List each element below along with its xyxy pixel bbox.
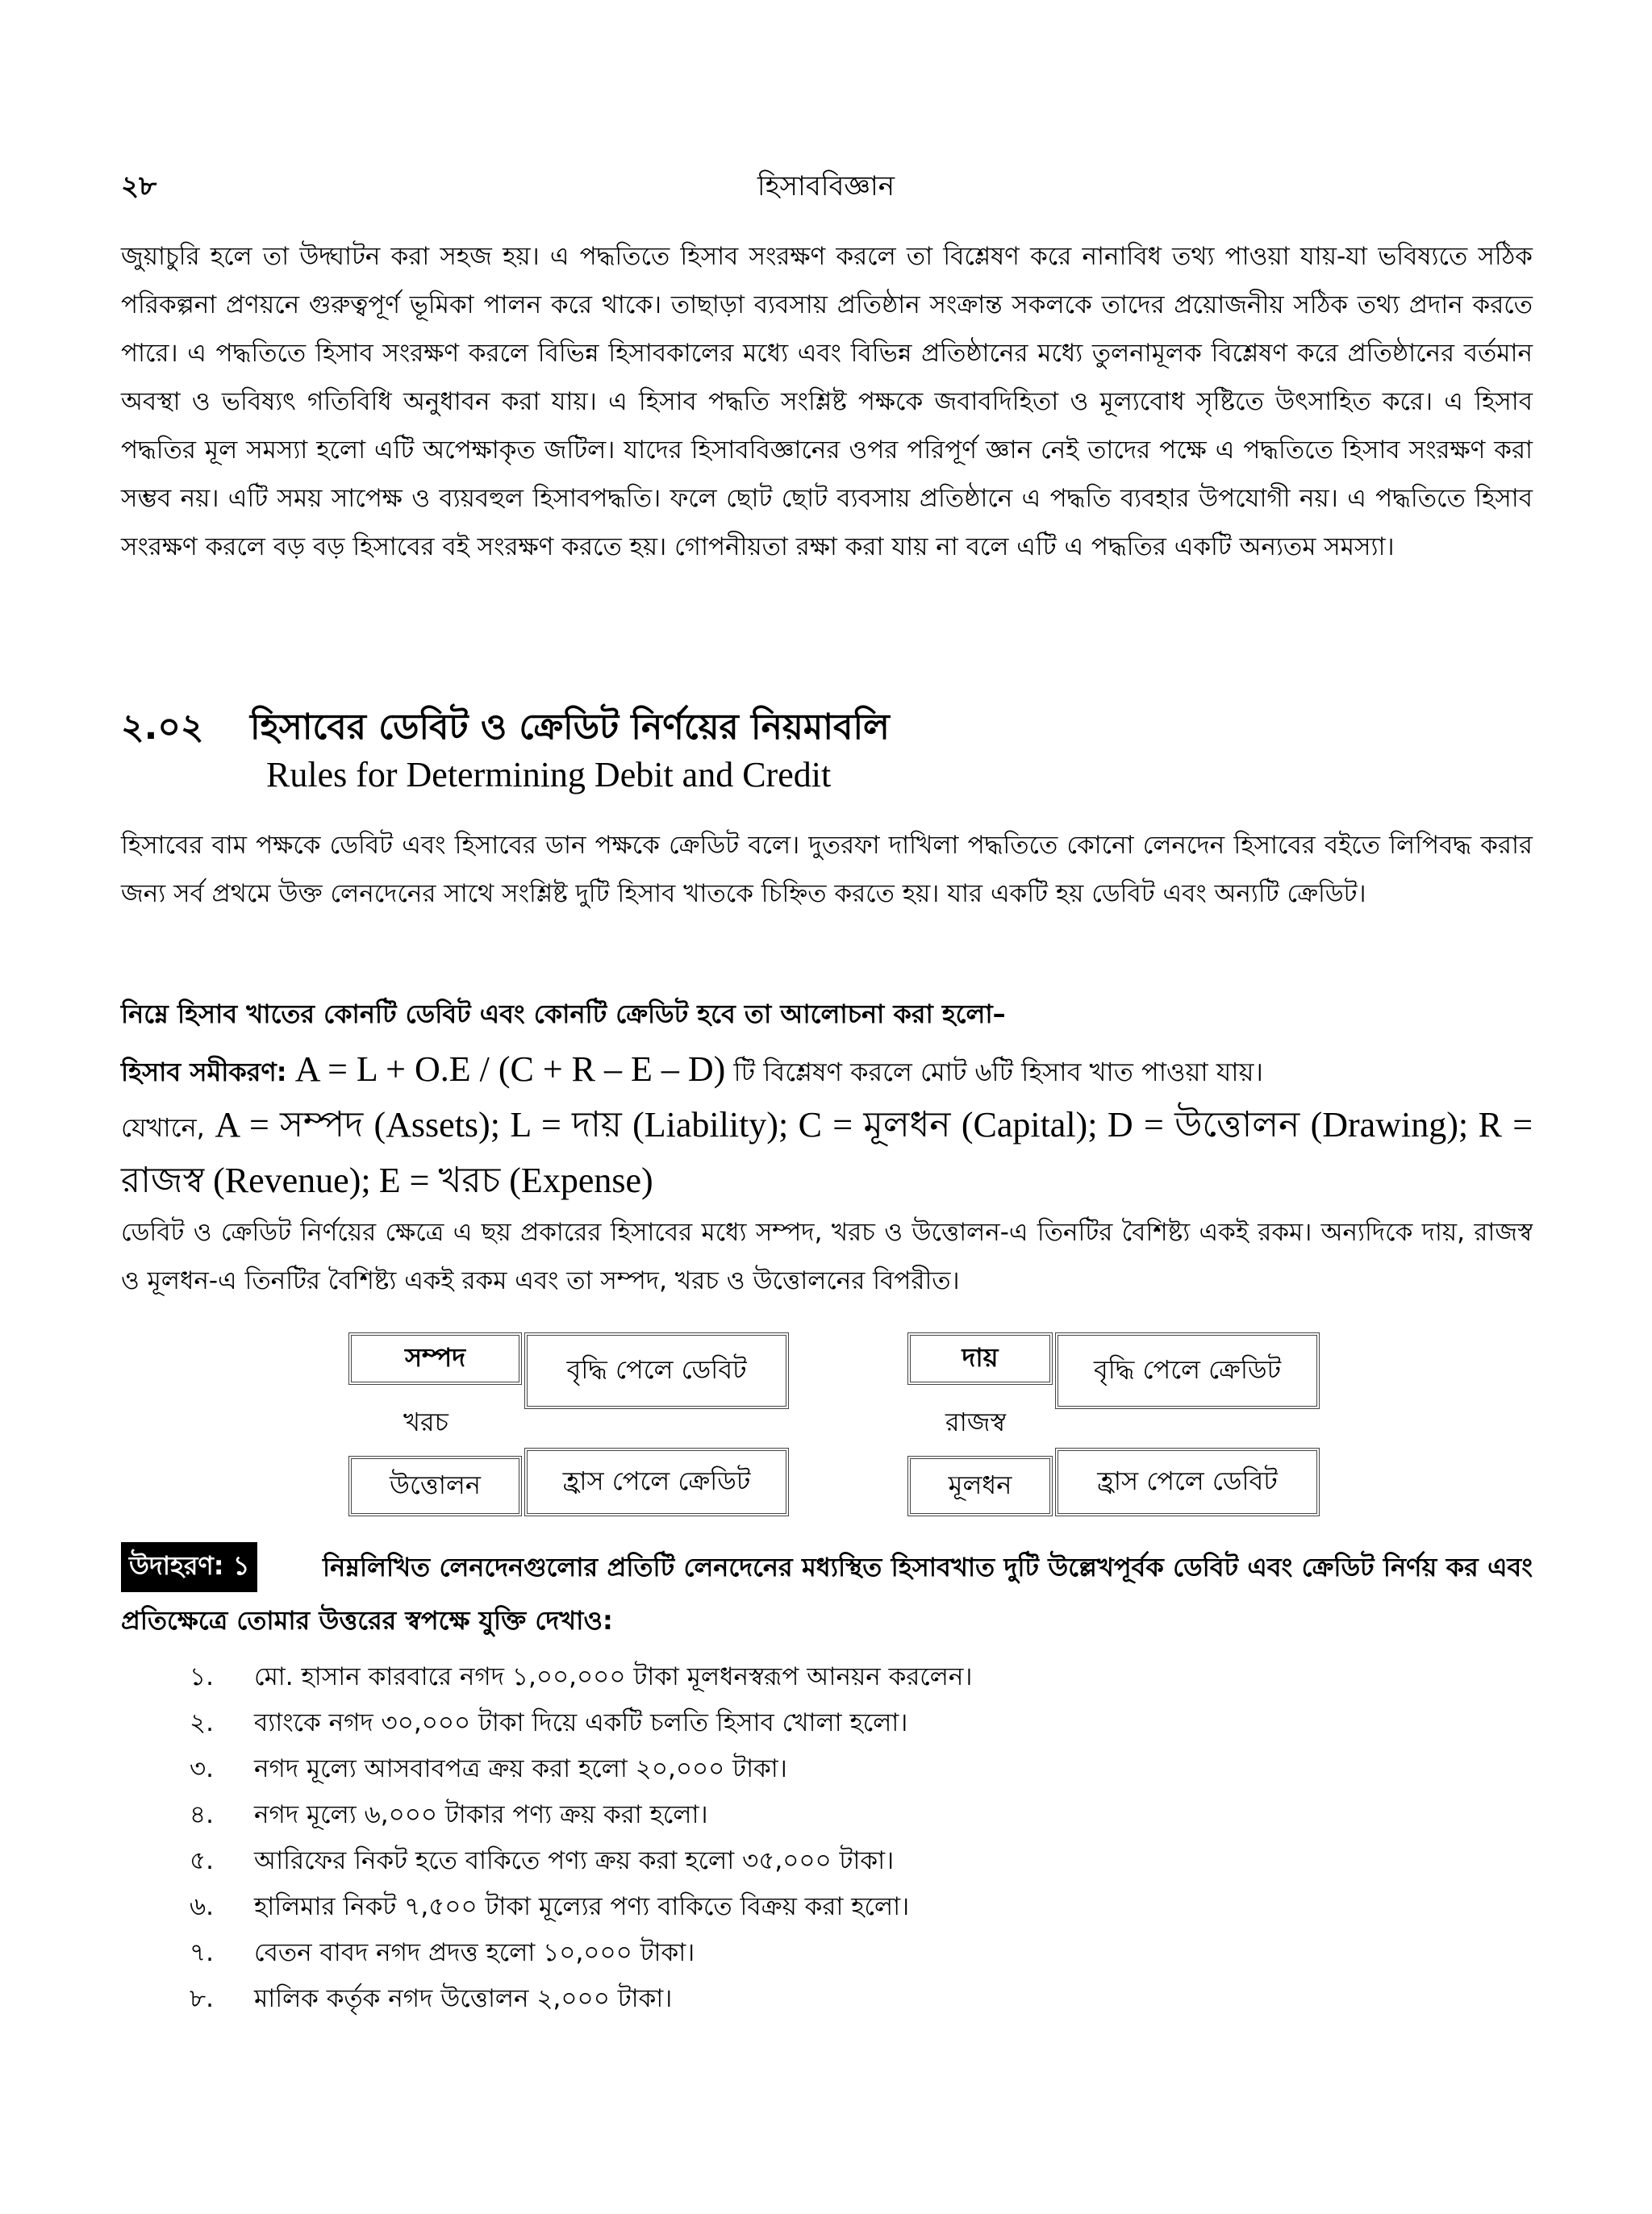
page-number: ২৮: [121, 170, 157, 202]
list-item: [190, 1749, 1521, 1795]
def-revenue: R = রাজস্ব (Revenue);: [121, 1105, 1533, 1200]
rule-intro-line: নিম্নে হিসাব খাতের কোনটি ডেবিট এবং কোনটি ক্রেডিট হবে তা আলোচনা করা হলো–: [121, 999, 1006, 1029]
definitions: [121, 1099, 1533, 1210]
example-question: নিম্নলিখিত লেনদেনগুলোর প্রতিটি লেনদেনের মধ্যস্থিত হিসাবখাত দুটি উল্লেখপূর্বক ডেবিট এবং ক্রেডিট নির্ণয় কর এবং প্রতিক্ষেত্রে তোমার উত্তরের স্বপক্ষে যুক্তি দেখাও:: [121, 1552, 1533, 1636]
box-right-increase-rule: বৃদ্ধি পেলে ক্রেডিট: [1055, 1332, 1320, 1409]
list-item-number: ৩.: [190, 1754, 215, 1783]
list-item-text: নগদ মূল্যে ৬,০০০ টাকার পণ্য ক্রয় করা হলো।: [254, 1800, 708, 1829]
list-item: [190, 1657, 1521, 1703]
list-item-number: ২.: [190, 1708, 215, 1737]
list-item: [190, 1979, 1521, 2025]
def-assets: A = সম্পদ (Assets);: [215, 1105, 500, 1145]
list-item-text: মালিক কর্তৃক নগদ উত্তোলন ২,০০০ টাকা।: [254, 1984, 673, 2013]
box-drawing: উত্তোলন: [348, 1456, 522, 1516]
list-item: [190, 1841, 1521, 1887]
list-item-text: বেতন বাবদ নগদ প্রদত্ত হলো ১০,০০০ টাকা।: [254, 1938, 695, 1967]
example-tag: উদাহরণ: ১: [121, 1542, 257, 1592]
section-number: ২.০২: [121, 707, 204, 748]
equation-label: হিসাব সমীকরণ:: [121, 1057, 287, 1087]
section-title-bn: হিসাবের ডেবিট ও ক্রেডিট নির্ণয়ের নিয়মাবলি: [250, 707, 890, 748]
list-item-number: ১.: [190, 1662, 214, 1691]
paragraph-3: ডেবিট ও ক্রেডিট নির্ণয়ের ক্ষেত্রে এ ছয় প্রকারের হিসাবের মধ্যে সম্পদ, খরচ ও উত্তোলন-এ তিনটির বৈশিষ্ট্য একই রকম। অন্যদিকে দায়, রাজস্ব ও মূলধন-এ তিনটির বৈশিষ্ট্য একই রকম এবং তা সম্পদ, খরচ ও উত্তোলনের বিপরীত।: [121, 1218, 1533, 1295]
def-drawing: D = উত্তোলন (Drawing);: [1107, 1105, 1469, 1145]
where-lead: যেখানে,: [121, 1112, 205, 1143]
list-item-number: ৬.: [190, 1892, 215, 1921]
box-liability: দায়: [907, 1332, 1053, 1385]
equation-formula: A = L + O.E / (C + R – E – D): [294, 1049, 726, 1089]
paragraph-1: জুয়াচুরি হলে তা উদ্ঘাটন করা সহজ হয়। এ পদ্ধতিতে হিসাব সংরক্ষণ করলে তা বিশ্লেষণ করে নানাবিধ তথ্য পাওয়া যায়-যা ভবিষ্যতে সঠিক পরিকল্পনা প্রণয়নে গুরুত্বপূর্ণ ভূমিকা পালন করে থাকে। তাছাড়া ব্যবসায় প্রতিষ্ঠান সংক্রান্ত সকলকে তাদের প্রয়োজনীয় সঠিক তথ্য প্রদান করতে পারে। এ পদ্ধতিতে হিসাব সংরক্ষণ করলে বিভিন্ন হিসাবকালের মধ্যে এবং বিভিন্ন প্রতিষ্ঠানের মধ্যে তুলনামূলক বিশ্লেষণ করে প্রতিষ্ঠানের বর্তমান অবস্থা ও ভবিষ্যৎ গতিবিধি অনুধাবন করা যায়। এ হিসাব পদ্ধতি সংশ্লিষ্ট পক্ষকে জবাবদিহিতা ও মূল্যবোধ সৃষ্টিতে উৎসাহিত করে। এ হিসাব পদ্ধতির মূল সমস্যা হলো এটি অপেক্ষাকৃত জটিল। যাদের হিসাববিজ্ঞানের ওপর পরিপূর্ণ জ্ঞান নেই তাদের পক্ষে এ পদ্ধতিতে হিসাব সংরক্ষণ করা সম্ভব নয়। এটি সময় সাপেক্ষ ও ব্যয়বহুল হিসাবপদ্ধতি। ফলে ছোট ছোট ব্যবসায় প্রতিষ্ঠানে এ পদ্ধতি ব্যবহার উপযোগী নয়। এ পদ্ধতিতে হিসাব সংরক্ষণ করলে বড় বড় হিসাবের বই সংরক্ষণ করতে হয়। গোপনীয়তা রক্ষা করা যায় না বলে এটি এ পদ্ধতির একটি অন্যতম সমস্যা।: [121, 242, 1533, 561]
list-item-text: হালিমার নিকট ৭,৫০০ টাকা মূল্যের পণ্য বাকিতে বিক্রয় করা হলো।: [254, 1892, 910, 1921]
label-expense: খরচ: [403, 1407, 448, 1437]
list-item-number: ৮.: [190, 1984, 214, 2013]
label-revenue: রাজস্ব: [945, 1407, 1006, 1437]
def-capital: C = মূলধন (Capital);: [798, 1105, 1098, 1145]
def-expense: E = খরচ (Expense): [378, 1161, 653, 1200]
equation-rest: টি বিশ্লেষণ করলে মোট ৬টি হিসাব খাত পাওয়া যায়।: [733, 1057, 1263, 1087]
box-assets: সম্পদ: [348, 1332, 522, 1385]
list-item: [190, 1933, 1521, 1979]
list-item-text: আরিফের নিকট হতে বাকিতে পণ্য ক্রয় করা হলো ৩৫,০০০ টাকা।: [254, 1846, 895, 1875]
def-liability: L = দায় (Liability);: [510, 1105, 789, 1145]
section-heading: [121, 700, 890, 759]
list-item-text: মো. হাসান কারবারে নগদ ১,০০,০০০ টাকা মূলধনস্বরূপ আনয়ন করলেন।: [254, 1662, 973, 1691]
list-item-text: ব্যাংকে নগদ ৩০,০০০ টাকা দিয়ে একটি চলতি হিসাব খোলা হলো।: [254, 1708, 908, 1737]
paragraph-2: হিসাবের বাম পক্ষকে ডেবিট এবং হিসাবের ডান পক্ষকে ক্রেডিট বলে। দুতরফা দাখিলা পদ্ধতিতে কোনো লেনদেন হিসাবের বইতে লিপিবদ্ধ করার জন্য সর্ব প্রথমে উক্ত লেনদেনের সাথে সংশ্লিষ্ট দুটি হিসাব খাতকে চিহ্নিত করতে হয়। যার একটি হয় ডেবিট এবং অন্যটি ক্রেডিট।: [121, 831, 1533, 908]
transaction-list: [190, 1657, 1521, 2025]
box-capital: মূলধন: [907, 1456, 1053, 1516]
list-item: [190, 1887, 1521, 1933]
accounting-equation: [121, 1049, 1533, 1095]
section-title-en: Rules for Determining Debit and Credit: [266, 755, 832, 794]
list-item: [190, 1795, 1521, 1841]
list-item-number: ৭.: [190, 1938, 215, 1967]
running-header-title: হিসাববিজ্ঞান: [757, 170, 895, 202]
list-item-text: নগদ মূল্যে আসবাবপত্র ক্রয় করা হলো ২০,০০০ টাকা।: [254, 1754, 787, 1783]
box-left-increase-rule: বৃদ্ধি পেলে ডেবিট: [524, 1332, 789, 1409]
list-item-number: ৪.: [190, 1800, 214, 1829]
box-left-decrease-rule: হ্রাস পেলে ক্রেডিট: [524, 1448, 789, 1516]
list-item-number: ৫.: [190, 1846, 214, 1875]
box-right-decrease-rule: হ্রাস পেলে ডেবিট: [1055, 1448, 1320, 1516]
list-item: [190, 1703, 1521, 1749]
